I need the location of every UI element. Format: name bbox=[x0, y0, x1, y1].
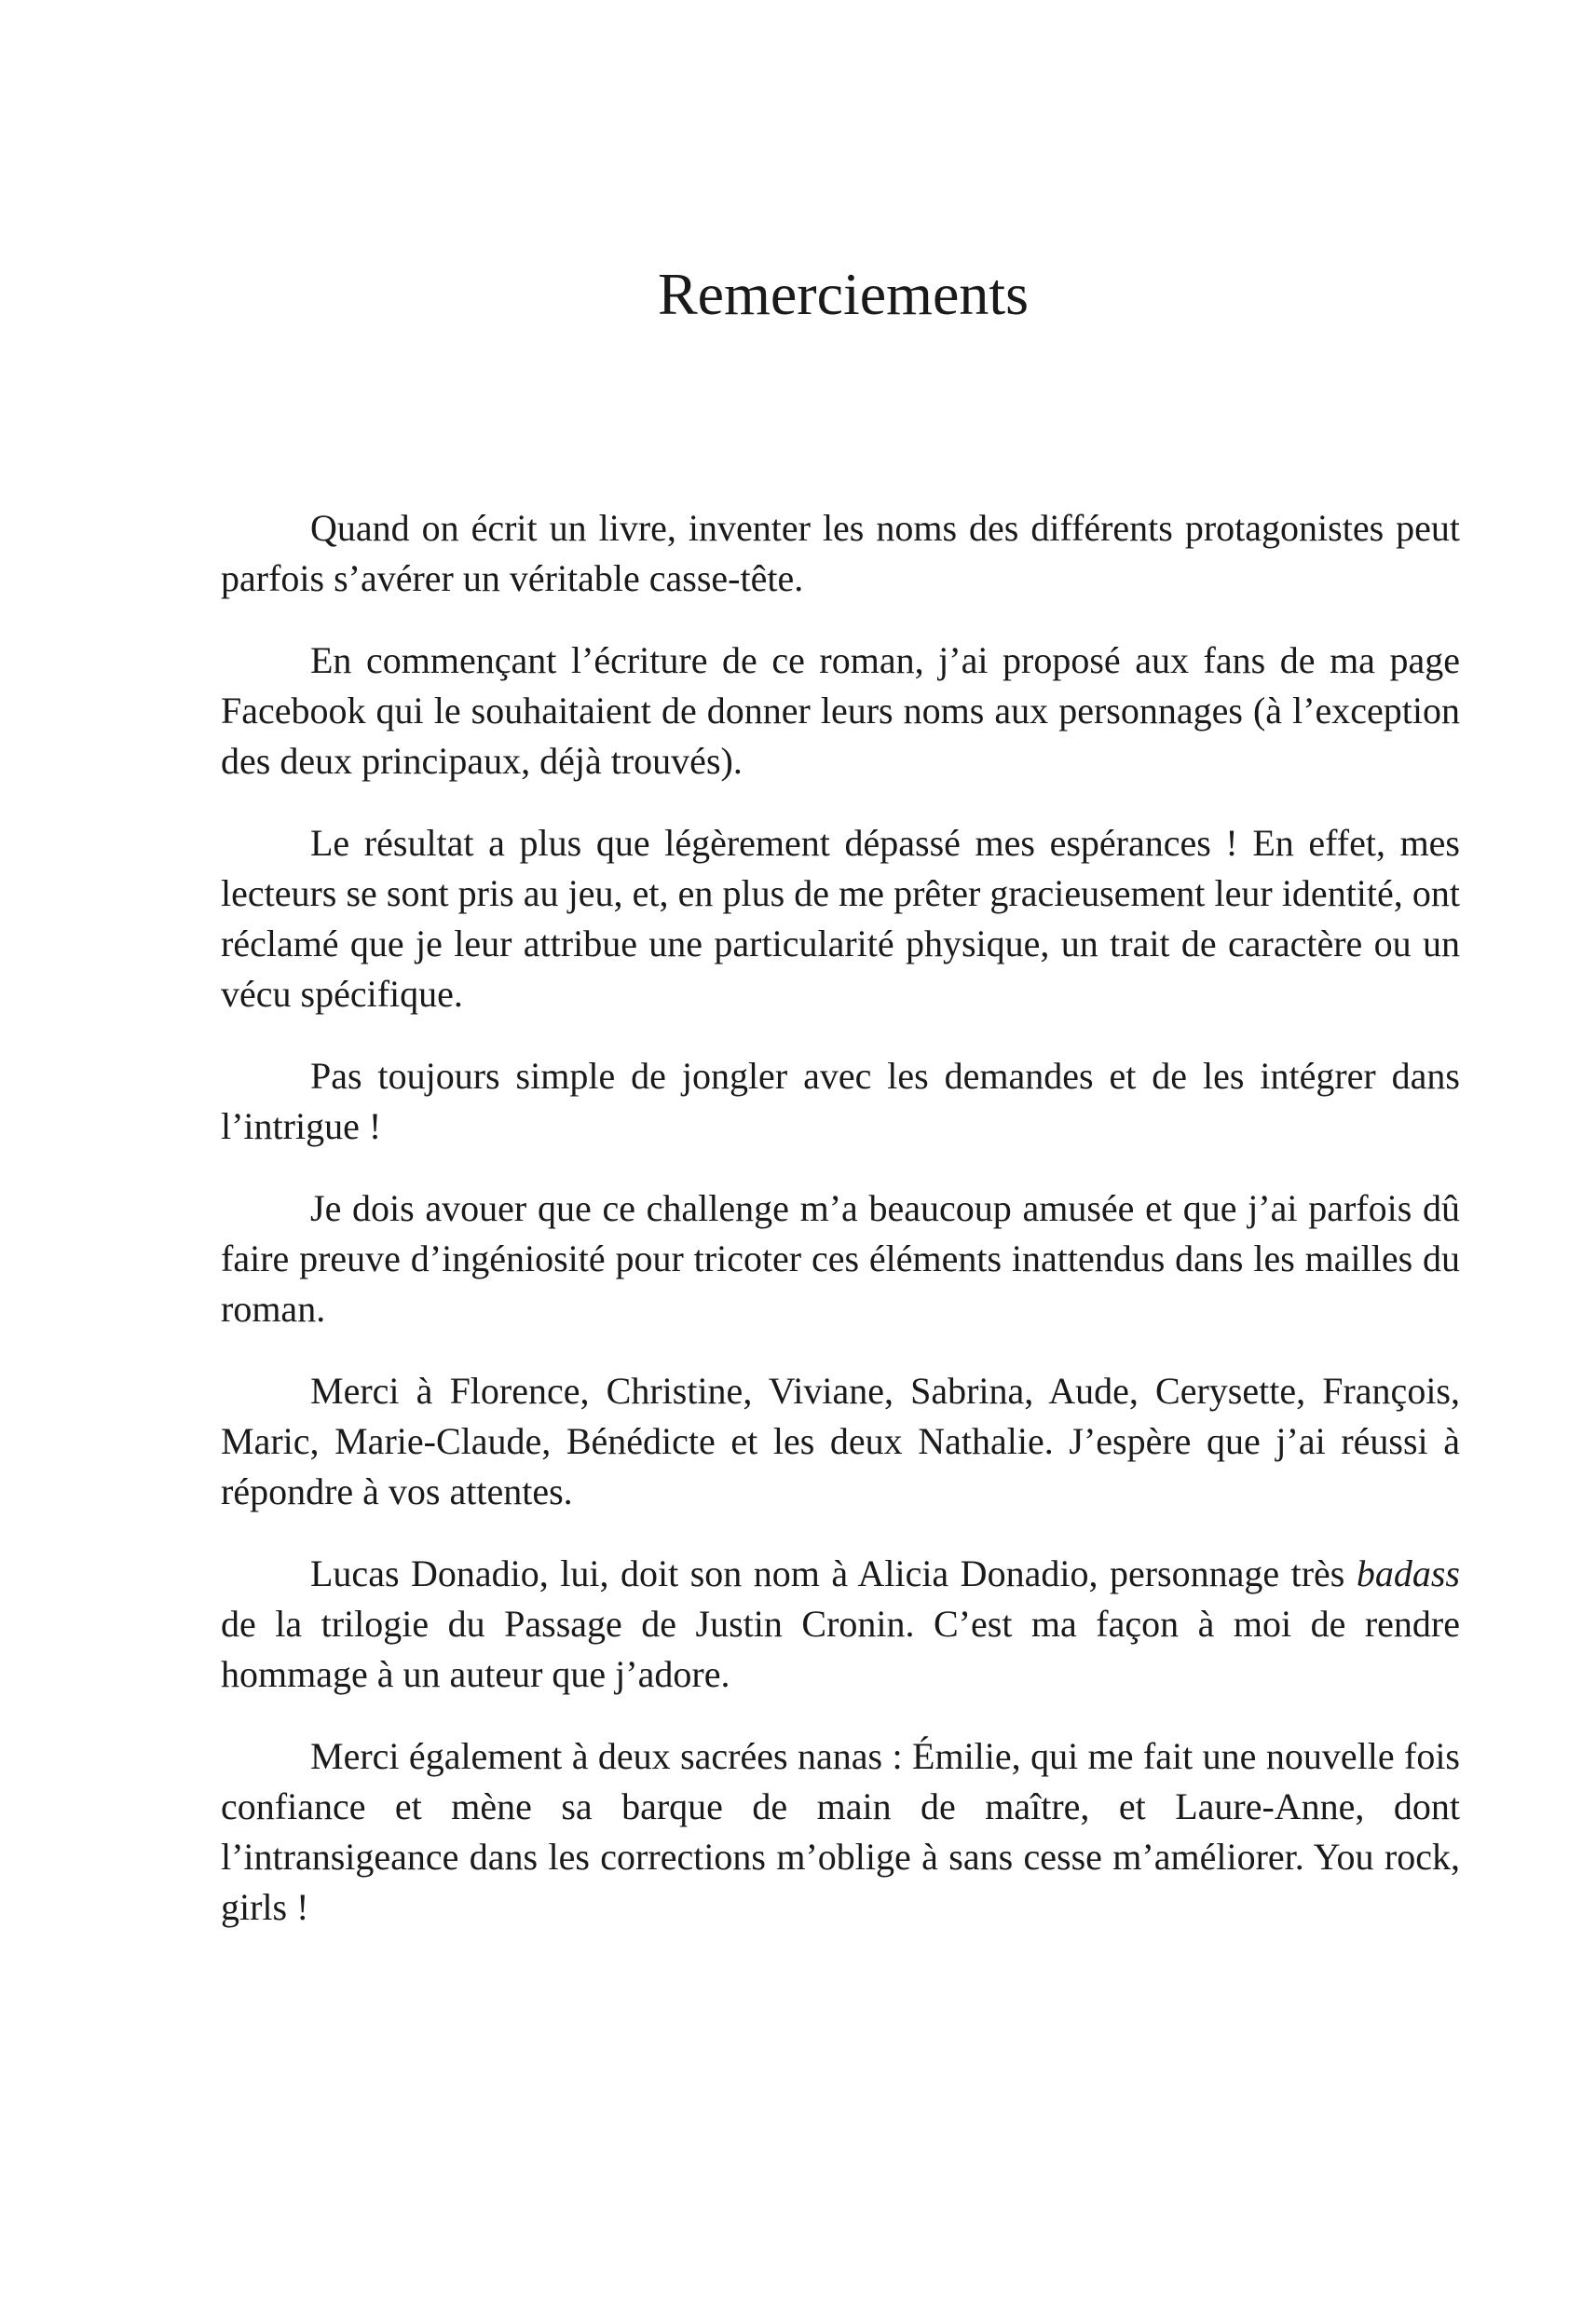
paragraph-7 bbox=[221, 1549, 1460, 1700]
paragraph-4: Pas toujours simple de jongler avec les demandes et de les intégrer dans l’intrigue ! bbox=[221, 1055, 1460, 1147]
paragraph-7-italic: badass bbox=[1356, 1552, 1460, 1594]
paragraph-3: Le résultat a plus que légèrement dépassé mes espérances ! En effet, mes lecteurs se sont pris au jeu, et, en plus de me prêter gracieusement leur identité, ont réclamé que je leur attribue une particularité physique, un trait de caractère ou un vécu spécifique. bbox=[221, 822, 1460, 1015]
paragraph-5: Je dois avouer que ce challenge m’a beaucoup amusée et que j’ai parfois dû faire preuve d’ingéniosité pour tricoter ces éléments inattendus dans les mailles du roman. bbox=[221, 1187, 1460, 1330]
paragraph-8: Merci également à deux sacrées nanas : Émilie, qui me fait une nouvelle fois confiance et mène sa barque de main de maître, et Laure-Anne, dont l’intransigeance dans les corrections m’oblige à sans cesse m’améliorer. You rock, girls ! bbox=[221, 1735, 1460, 1928]
page-title: Remerciements bbox=[657, 261, 1030, 327]
paragraph-6: Merci à Florence, Christine, Viviane, Sabrina, Aude, Cerysette, François, Maric, Marie-Claude, Bénédicte et les deux Nathalie. J’espère que j’ai réussi à répondre à vos attentes. bbox=[221, 1370, 1460, 1512]
paragraph-7-part-2: de la trilogie du Passage de Justin Cronin. C’est ma façon à moi de rendre hommage à un auteur que j’adore. bbox=[221, 1603, 1460, 1695]
paragraph-1: Quand on écrit un livre, inventer les noms des différents protagonistes peut parfois s’avérer un véritable casse-tête. bbox=[221, 507, 1460, 599]
text-body bbox=[221, 503, 1460, 1964]
paragraph-7-part-1: Lucas Donadio, lui, doit son nom à Alicia Donadio, personnage très bbox=[310, 1552, 1357, 1594]
paragraph-2: En commençant l’écriture de ce roman, j’ai proposé aux fans de ma page Facebook qui le souhaitaient de donner leurs noms aux personnages (à l’exception des deux principaux, déjà trouvés). bbox=[221, 639, 1460, 782]
